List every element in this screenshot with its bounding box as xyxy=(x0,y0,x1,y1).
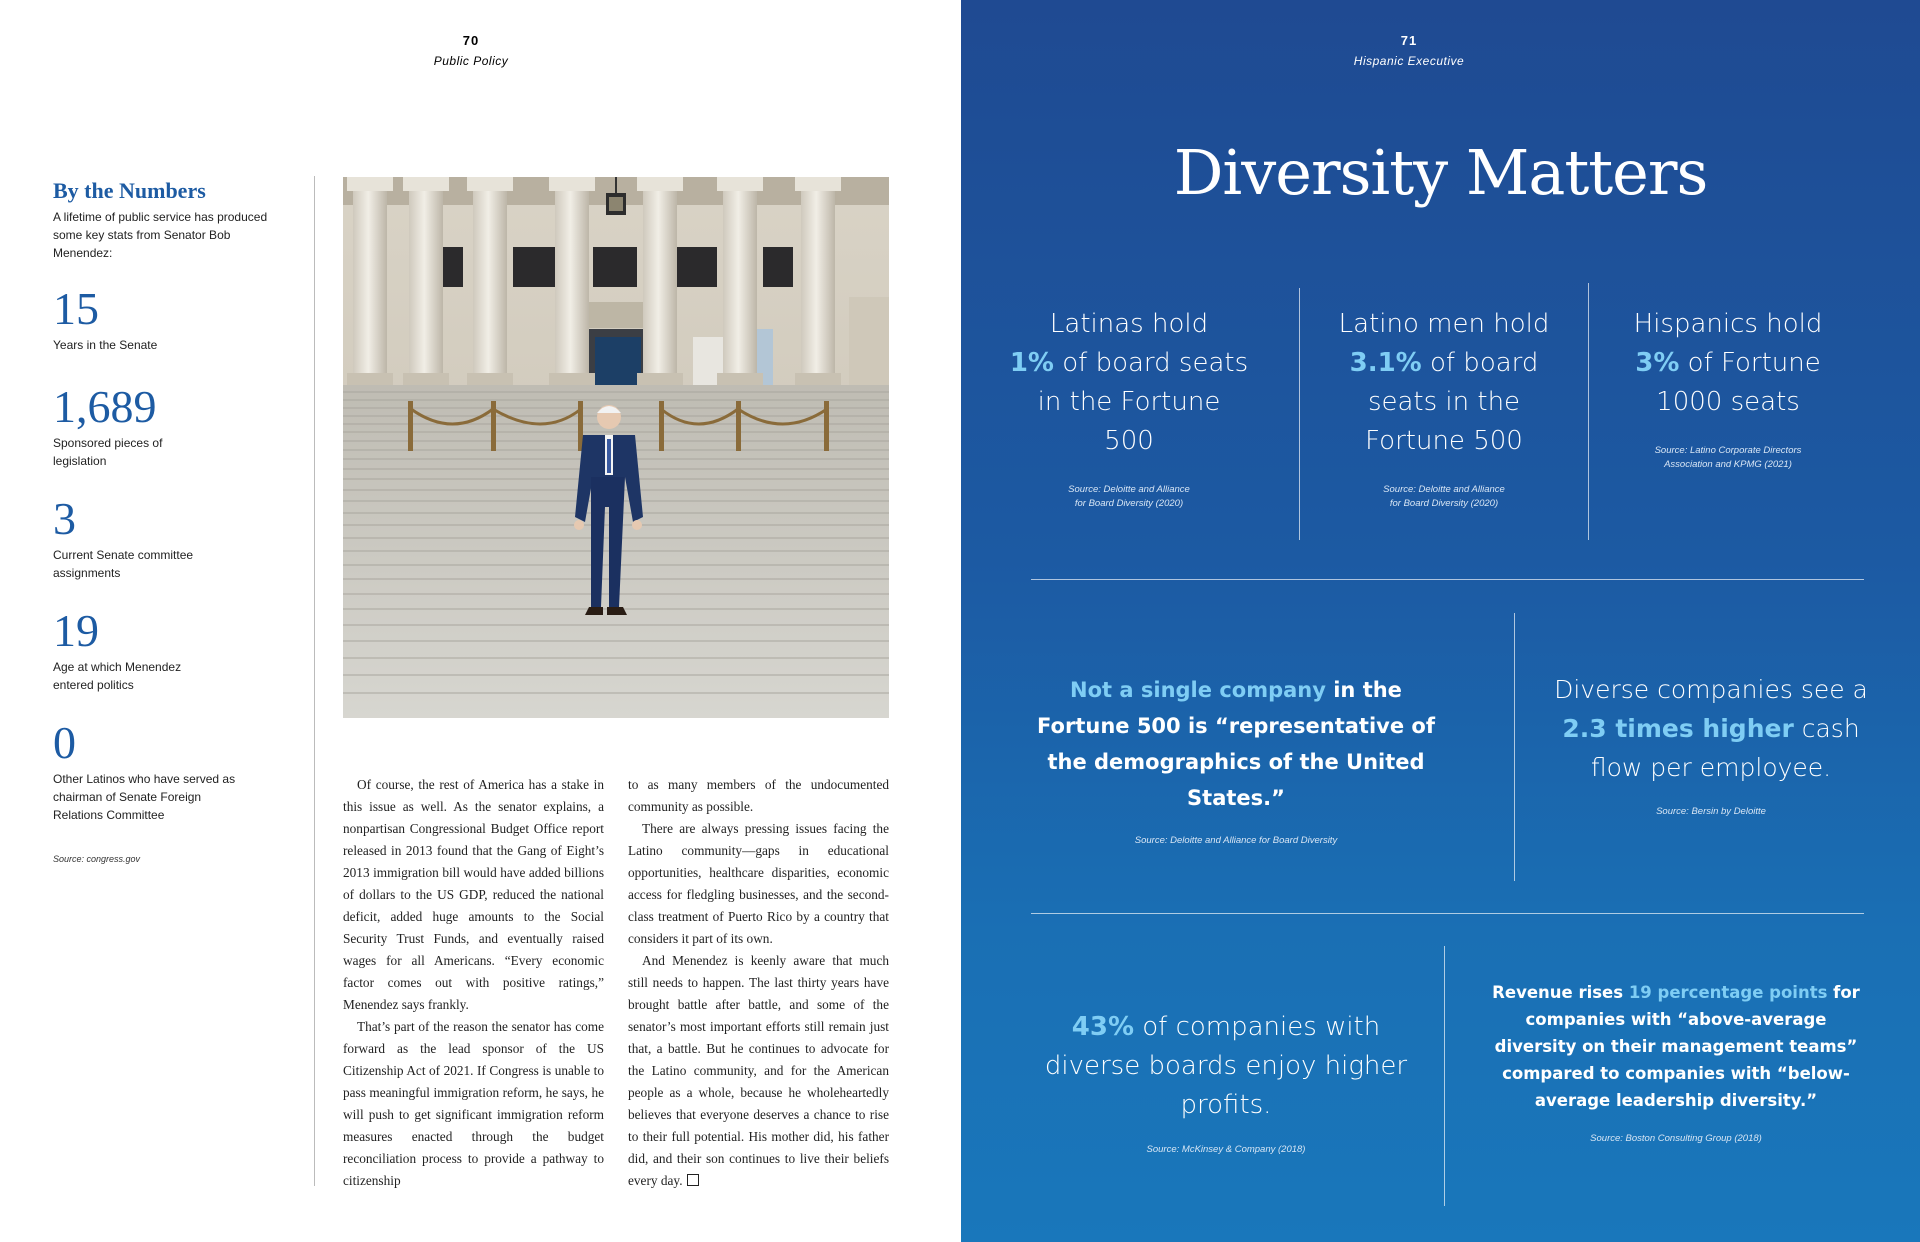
stat-number: 1,689 xyxy=(53,381,157,432)
stat-text xyxy=(1009,305,1249,461)
stat-number: 15 xyxy=(53,283,99,334)
stat-text xyxy=(1541,670,1881,787)
stat-cell-profits xyxy=(1031,1008,1421,1157)
stat-cell-revenue xyxy=(1491,979,1861,1146)
stat-label: Age at which Menendez entered politics xyxy=(53,660,182,692)
sidebar-intro: A lifetime of public service has produced some key stats from Senator Bob Menendez: xyxy=(53,210,268,260)
stat-item xyxy=(53,494,283,582)
right-folio xyxy=(1259,33,1559,68)
article-column-1 xyxy=(343,774,604,1192)
stat-source: Source: Bersin by Deloitte xyxy=(1656,806,1766,817)
stat-pre: Diverse companies see a xyxy=(1554,675,1868,704)
row-divider xyxy=(1031,579,1864,580)
page-number: 71 xyxy=(1400,33,1418,48)
stat-text xyxy=(1031,1008,1421,1125)
article-paragraph: There are always pressing issues facing the Latino community—gaps in educational opportunities, healthcare disparities, economic access for fledgling businesses, and the second-class treatment of Puerto Rico by a country that considers it part of its own. xyxy=(628,821,889,946)
source-line: Association and KPMG (2021) xyxy=(1664,459,1792,470)
stat-post: of board seats in the Fortune 500 xyxy=(1037,348,1249,456)
stat-highlight: 43% xyxy=(1071,1012,1134,1042)
source-line: Source: Deloitte and Alliance xyxy=(1383,484,1505,495)
stat-item xyxy=(53,284,283,354)
article-paragraph: Of course, the rest of America has a stake in this issue as well. As the senator explains, a nonpartisan Congressional Budget Office report released in 2013 found that the Gang of Eight’s 2013 immigration bill would have added billions of dollars to the US GDP, reduced the national deficit, added huge amounts to the Social Security Trust Funds, and eventually raised wages for all Americans. “Every economic factor comes out with positive ratings,” Menendez says frankly. xyxy=(343,777,604,1012)
article-paragraph xyxy=(628,950,889,1192)
stat-pre: Latino men hold xyxy=(1338,309,1550,339)
article-paragraph: to as many members of the undocumented community as possible. xyxy=(628,777,889,814)
stat-item xyxy=(53,382,283,470)
stat-source xyxy=(1009,483,1249,511)
stat-cell-hispanics xyxy=(1623,305,1833,472)
senator-photo xyxy=(343,177,889,718)
article-paragraph: That’s part of the reason the senator has come forward as the lead sponsor of the US Citizenship Act of 2021. If Congress is unable to pass meaningful immigration reform, he says, he will push to get significant immigration reform measures enacted through the budget reconciliation process to provide a pathway to citizenship xyxy=(343,1019,604,1188)
sidebar-title: By the Numbers xyxy=(53,178,206,203)
stat-pre: Hispanics hold xyxy=(1633,309,1823,339)
stat-highlight: Not a single company xyxy=(1070,678,1326,702)
stat-post: for companies with “above-average diversity on their management teams” compared to companies with “below-average leadership diversity.” xyxy=(1494,983,1860,1110)
stat-item xyxy=(53,718,283,824)
stat-label: Sponsored pieces of legislation xyxy=(53,436,163,468)
stat-post: of companies with diverse boards enjoy higher profits. xyxy=(1044,1012,1408,1120)
section-title: Public Policy xyxy=(433,54,509,68)
stat-source xyxy=(1623,444,1833,472)
stat-post: cash flow per employee. xyxy=(1590,714,1860,782)
article-column-2 xyxy=(628,774,889,1192)
stat-pre: Latinas hold xyxy=(1049,309,1209,339)
stat-cell-latinas xyxy=(1009,305,1249,511)
article-text: And Menendez is keenly aware that much still needs to happen. The last thirty years have brought battle after battle, and some of the senator’s most important efforts still remain just that, a battle. But he continues to advocate for the Latino community, and for the American people as a whole, because he wholeheartedly believes that everyone deserves a chance to rise to their full potential. His mother did, his father did, and their son continues to live their beliefs every day. xyxy=(628,953,889,1188)
stat-highlight: 3.1% xyxy=(1349,348,1422,378)
source-line: for Board Diversity (2020) xyxy=(1389,498,1499,509)
stat-label: Other Latinos who have served as chairman of Senate Foreign Relations Committee xyxy=(53,772,236,822)
right-page xyxy=(961,0,1920,1242)
stat-cell-cash-flow xyxy=(1541,670,1881,819)
stat-highlight: 3% xyxy=(1635,348,1680,378)
stat-label: Years in the Senate xyxy=(53,338,158,352)
stat-source: Source: McKinsey & Company (2018) xyxy=(1146,1144,1306,1155)
stat-label: Current Senate committee assignments xyxy=(53,548,194,580)
stat-number: 0 xyxy=(53,717,76,768)
stat-cell-fortune-500 xyxy=(1031,672,1441,848)
by-the-numbers-sidebar xyxy=(53,178,283,864)
stat-source xyxy=(1329,483,1559,511)
stat-source: Source: Boston Consulting Group (2018) xyxy=(1590,1133,1762,1144)
column-divider xyxy=(1514,613,1515,881)
end-mark-icon xyxy=(687,1174,699,1186)
section-title: Hispanic Executive xyxy=(1353,54,1465,68)
left-folio xyxy=(321,33,621,68)
stat-post: of Fortune 1000 seats xyxy=(1656,348,1821,417)
page-title: Diversity Matters xyxy=(1173,136,1708,209)
stat-number: 19 xyxy=(53,605,99,656)
column-divider xyxy=(1444,946,1445,1206)
column-divider xyxy=(1588,283,1589,540)
stat-post: in the Fortune 500 is “representative of the demographics of the United States.” xyxy=(1037,678,1435,810)
stat-highlight: 19 percentage points xyxy=(1628,983,1828,1002)
stat-text xyxy=(1031,672,1441,816)
stat-post: of board seats in the Fortune 500 xyxy=(1365,348,1539,456)
stat-cell-latino-men xyxy=(1329,305,1559,511)
stat-text xyxy=(1491,979,1861,1114)
column-divider xyxy=(314,176,315,1186)
stat-item xyxy=(53,606,283,694)
stat-highlight: 2.3 times higher xyxy=(1562,714,1794,743)
stat-text xyxy=(1329,305,1559,461)
stat-pre: Revenue rises xyxy=(1492,983,1624,1002)
source-line: Source: Deloitte and Alliance xyxy=(1068,484,1190,495)
column-divider xyxy=(1299,288,1300,540)
source-line: for Board Diversity (2020) xyxy=(1074,498,1184,509)
sidebar-source: Source: congress.gov xyxy=(53,854,141,864)
stat-number: 3 xyxy=(53,493,76,544)
row-divider xyxy=(1031,913,1864,914)
page-number: 70 xyxy=(462,33,480,48)
stat-source: Source: Deloitte and Alliance for Board Diversity xyxy=(1134,835,1338,846)
stat-highlight: 1% xyxy=(1009,348,1054,378)
source-line: Source: Latino Corporate Directors xyxy=(1654,445,1802,456)
stat-text xyxy=(1623,305,1833,422)
